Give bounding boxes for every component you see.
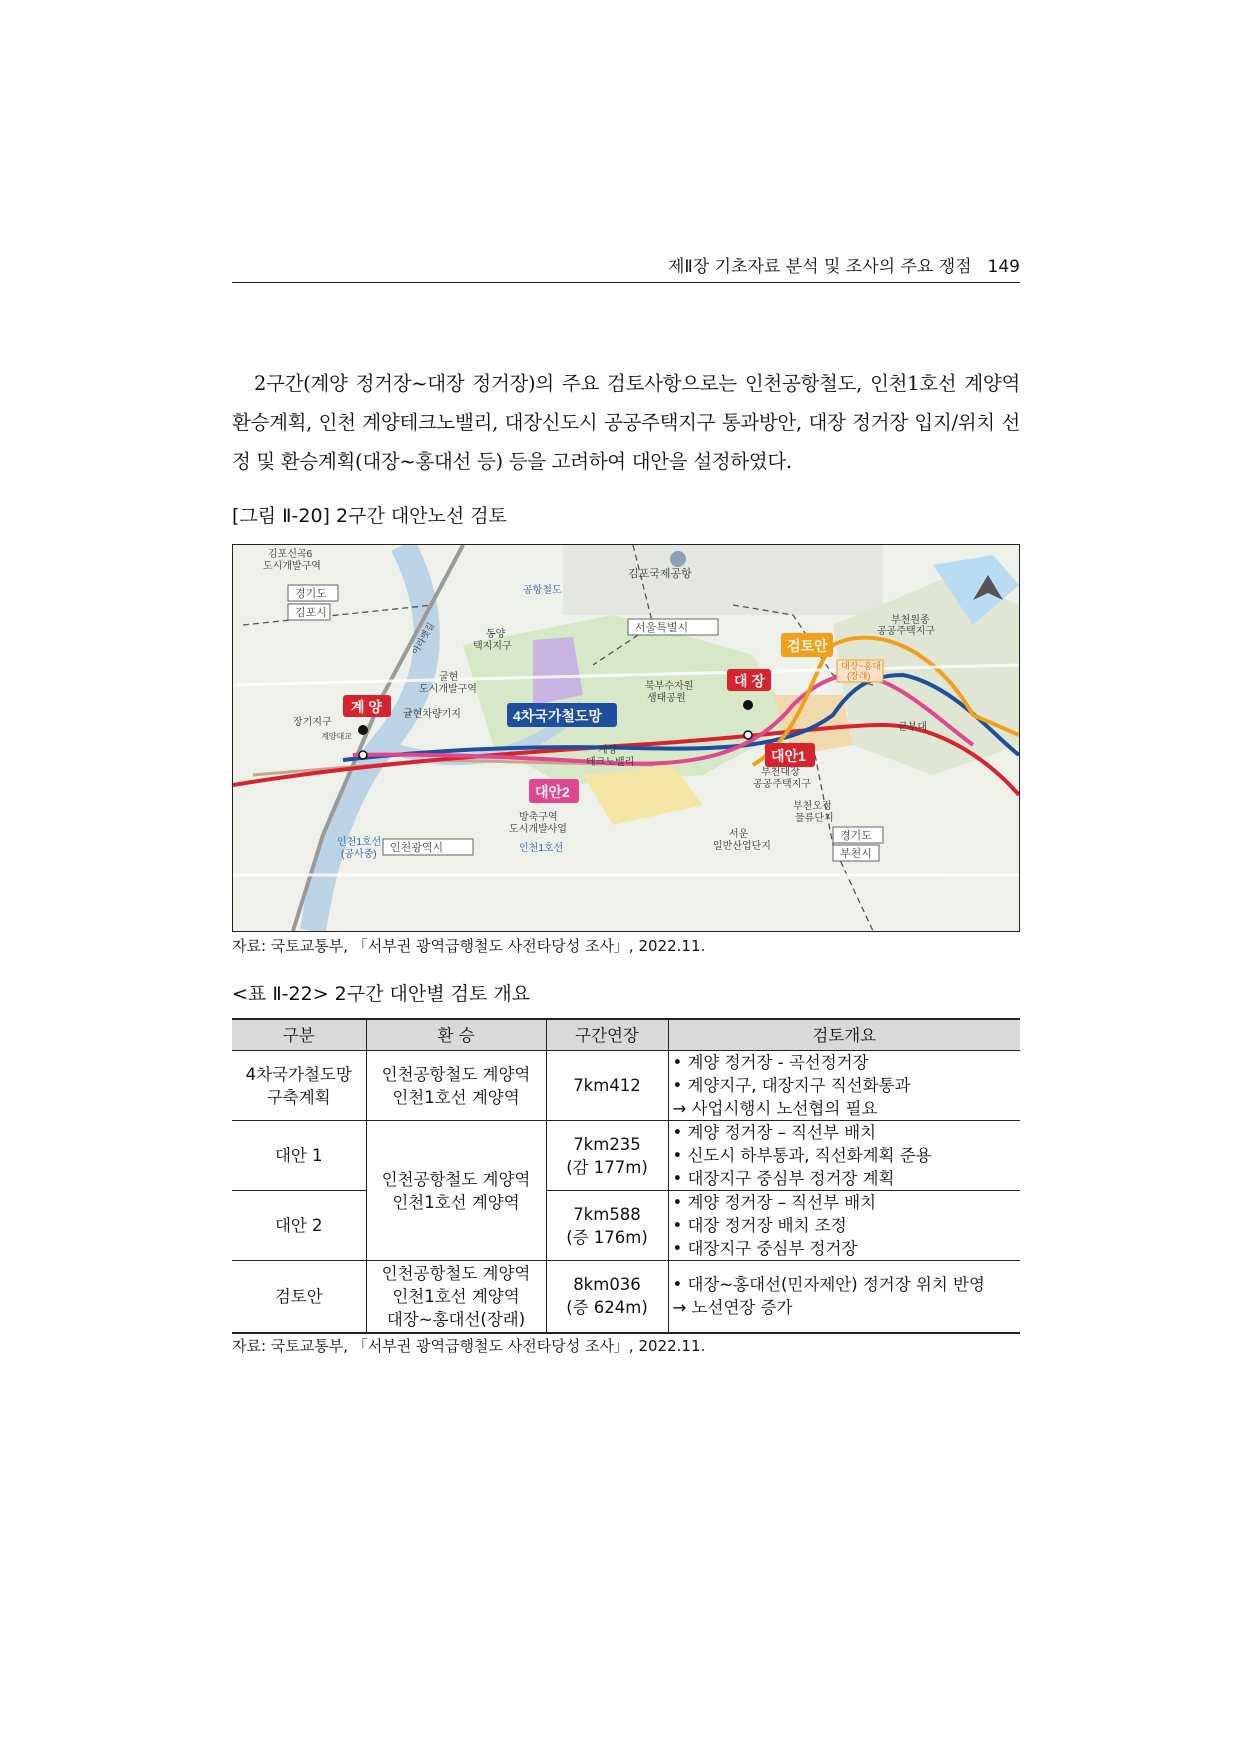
- cell-category: [232, 1261, 366, 1333]
- header-notes: 검토개요: [668, 1019, 1020, 1051]
- note-line: • 신도시 하부통과, 직선화계획 준용: [672, 1146, 932, 1165]
- alternatives-table: [232, 1018, 1020, 1334]
- note-line: • 계양 정거장 - 곡선정거장: [672, 1053, 869, 1072]
- cell-text: 대안 1: [274, 1146, 323, 1165]
- label-gimpo-new-town: 김포신곡6: [268, 549, 313, 560]
- label-gyeonggi: 경기도: [295, 588, 327, 600]
- figure-caption: [그림 Ⅱ-20] 2구간 대안노선 검토: [232, 505, 507, 527]
- cell-transfer: [366, 1051, 546, 1121]
- cell-length: [546, 1121, 668, 1191]
- cell-transfer: [366, 1121, 546, 1261]
- cell-text: 인천1호선 계양역: [392, 1286, 520, 1306]
- body-paragraph: 2구간(계양 정거장~대장 정거장)의 주요 검토사항으로는 인천공항철도, 인천1호선 계양역 환승계획, 인천 계양테크노밸리, 대장신도시 공공주택지구 통과방안, 대장 정거장 입지/위치 선정 및 환승계획(대장~홍대선 등) 등을 고려하여 대안을 설정하였다.: [232, 372, 1020, 473]
- label-gimpo-city: 김포시: [295, 607, 327, 619]
- cell-text: 구축계획: [266, 1087, 331, 1107]
- label-tv1: 계양: [598, 745, 618, 756]
- header-length: 구간연장: [546, 1019, 668, 1051]
- daejang-transfer-marker: [744, 731, 752, 739]
- chapter-title: 제Ⅱ장 기초자료 분석 및 조사의 주요 쟁점: [668, 257, 972, 277]
- label-janggi: 장기지구: [293, 717, 332, 728]
- label-fourth-rail: 4차국가철도망: [513, 708, 602, 724]
- label-alt2: 대안2: [535, 784, 570, 800]
- note-line: → 노선연장 증가: [672, 1298, 793, 1318]
- label-dongyang1: 동양: [486, 629, 506, 640]
- label-alt1: 대안1: [771, 748, 806, 764]
- table-row: [232, 1191, 1020, 1261]
- label-gyeyang: 계 양: [351, 699, 382, 715]
- label-incheon-line1: 인천1호선: [519, 843, 564, 854]
- label-bucheon-daejang2: 공공주택지구: [753, 779, 811, 790]
- label-bukbu2: 생태공원: [647, 693, 686, 704]
- cell-length: [546, 1051, 668, 1121]
- label-daejang: 대 장: [734, 673, 765, 689]
- cell-text: 8km036: [573, 1275, 641, 1295]
- cell-transfer: [366, 1261, 546, 1333]
- label-daejang-hongdae1: 대장~홍대: [841, 661, 882, 671]
- cell-text: (증 624m): [566, 1298, 648, 1318]
- daejang-station-marker: [743, 700, 753, 710]
- cell-text: 검토안: [274, 1286, 323, 1306]
- label-bangchuk1: 방축구역: [519, 812, 558, 823]
- label-gunbudae: 군부대: [898, 722, 927, 733]
- page-number: 149: [987, 257, 1020, 277]
- cell-notes: [668, 1191, 1020, 1261]
- note-line: → 사업시행시 노선협의 필요: [672, 1099, 878, 1118]
- label-bucheon-ojeong2: 물류단지: [795, 813, 834, 824]
- gyeyang-station-marker: [358, 725, 368, 735]
- table-caption: <표 Ⅱ-22> 2구간 대안별 검토 개요: [232, 983, 531, 1005]
- cell-text: 인천공항철도 계양역: [381, 1169, 531, 1189]
- label-tv2: 테크노밸리: [586, 757, 635, 768]
- label-dongyang2: 택지지구: [473, 641, 512, 652]
- label-bukbu1: 북부수자원: [645, 681, 694, 692]
- label-gimpo-new-town2: 도시개발구역: [263, 561, 321, 572]
- label-review-plan: 검토안: [787, 638, 828, 654]
- cell-text: 인천1호선 계양역: [392, 1192, 520, 1212]
- label-gulhyeon2: 도시개발구역: [419, 684, 477, 695]
- note-line: • 대장 정거장 배치 조정: [672, 1216, 847, 1235]
- note-line: • 대장지구 중심부 정거장: [672, 1239, 858, 1258]
- table-source: 자료: 국토교통부, 「서부권 광역급행철도 사전타당성 조사」, 2022.11.: [232, 1337, 706, 1355]
- label-arahang: 아라뱃길: [410, 620, 437, 656]
- label-incheon-line1a: 인천1호선: [337, 837, 382, 848]
- label-seoun2: 일반산업단지: [713, 841, 771, 852]
- cell-text: 대장~홍대선(장래): [386, 1309, 526, 1329]
- label-bucheon-housing2: 공공주택지구: [877, 626, 935, 637]
- running-header: [232, 256, 1020, 283]
- label-gimpo-airport: 김포국제공항: [628, 568, 692, 580]
- label-bucheon-ojeong1: 부천오정: [793, 801, 832, 812]
- cell-text: 7km412: [573, 1076, 641, 1095]
- cell-category: [232, 1121, 366, 1191]
- label-bucheon-housing1: 부천원종: [891, 615, 930, 626]
- airport-icon: [670, 551, 686, 567]
- cell-text: 7km588: [573, 1204, 641, 1224]
- table-header-row: [232, 1019, 1020, 1051]
- note-line: • 대장~홍대선(민자제안) 정거장 위치 반영: [672, 1275, 985, 1295]
- cell-text: (감 177m): [566, 1157, 648, 1177]
- label-seoun1: 서운: [729, 829, 749, 840]
- header-transfer: 환 승: [366, 1019, 546, 1051]
- table-row: [232, 1121, 1020, 1191]
- route-map: [232, 544, 1020, 932]
- label-incheon-metro: 인천광역시: [390, 842, 444, 854]
- cell-text: 4차국가철도망: [245, 1064, 352, 1084]
- cell-notes: [668, 1051, 1020, 1121]
- note-line: • 계양 정거장 – 직선부 배치: [672, 1123, 877, 1142]
- label-bucheon-daejang1: 부천대장: [761, 767, 800, 778]
- figure-source: 자료: 국토교통부, 「서부권 광역급행철도 사전타당성 조사」, 2022.11.: [232, 937, 706, 955]
- cell-text: 대안 2: [274, 1216, 323, 1235]
- cell-category: [232, 1051, 366, 1121]
- label-gulhyeon-depot: 귤현차량기지: [403, 709, 461, 720]
- cell-length: [546, 1191, 668, 1261]
- label-seoul: 서울특별시: [635, 622, 689, 634]
- header-category: 구분: [232, 1019, 366, 1051]
- label-bucheon-city: 부천시: [840, 848, 872, 860]
- cell-category: [232, 1191, 366, 1261]
- gyeyang-transfer-marker: [359, 751, 367, 759]
- airport-area: [563, 545, 883, 615]
- label-gulhyeon1: 굴현: [439, 672, 459, 683]
- note-line: • 대장지구 중심부 정거장 계획: [672, 1169, 895, 1188]
- cell-length: [546, 1261, 668, 1333]
- label-airport-rail: 공항철도: [523, 585, 562, 596]
- label-gyeyang-bridge: 계양대교: [321, 732, 352, 741]
- cell-text: 인천1호선 계양역: [392, 1087, 520, 1107]
- label-bangchuk2: 도시개발사업: [509, 824, 567, 835]
- cell-text: (증 176m): [566, 1227, 648, 1247]
- cell-text: 인천공항철도 계양역: [381, 1263, 531, 1283]
- cell-text: 인천공항철도 계양역: [381, 1064, 531, 1084]
- table-row: [232, 1261, 1020, 1333]
- note-line: • 계양 정거장 – 직선부 배치: [672, 1193, 877, 1212]
- label-incheon-line1b: (공사중): [341, 849, 377, 860]
- cell-text: 7km235: [573, 1134, 641, 1154]
- table-row: [232, 1051, 1020, 1121]
- note-line: • 계양지구, 대장지구 직선화통과: [672, 1076, 911, 1095]
- label-gyeonggi2: 경기도: [840, 830, 872, 842]
- cell-notes: [668, 1121, 1020, 1191]
- cell-notes: [668, 1261, 1020, 1333]
- label-daejang-hongdae2: (장래): [847, 671, 871, 681]
